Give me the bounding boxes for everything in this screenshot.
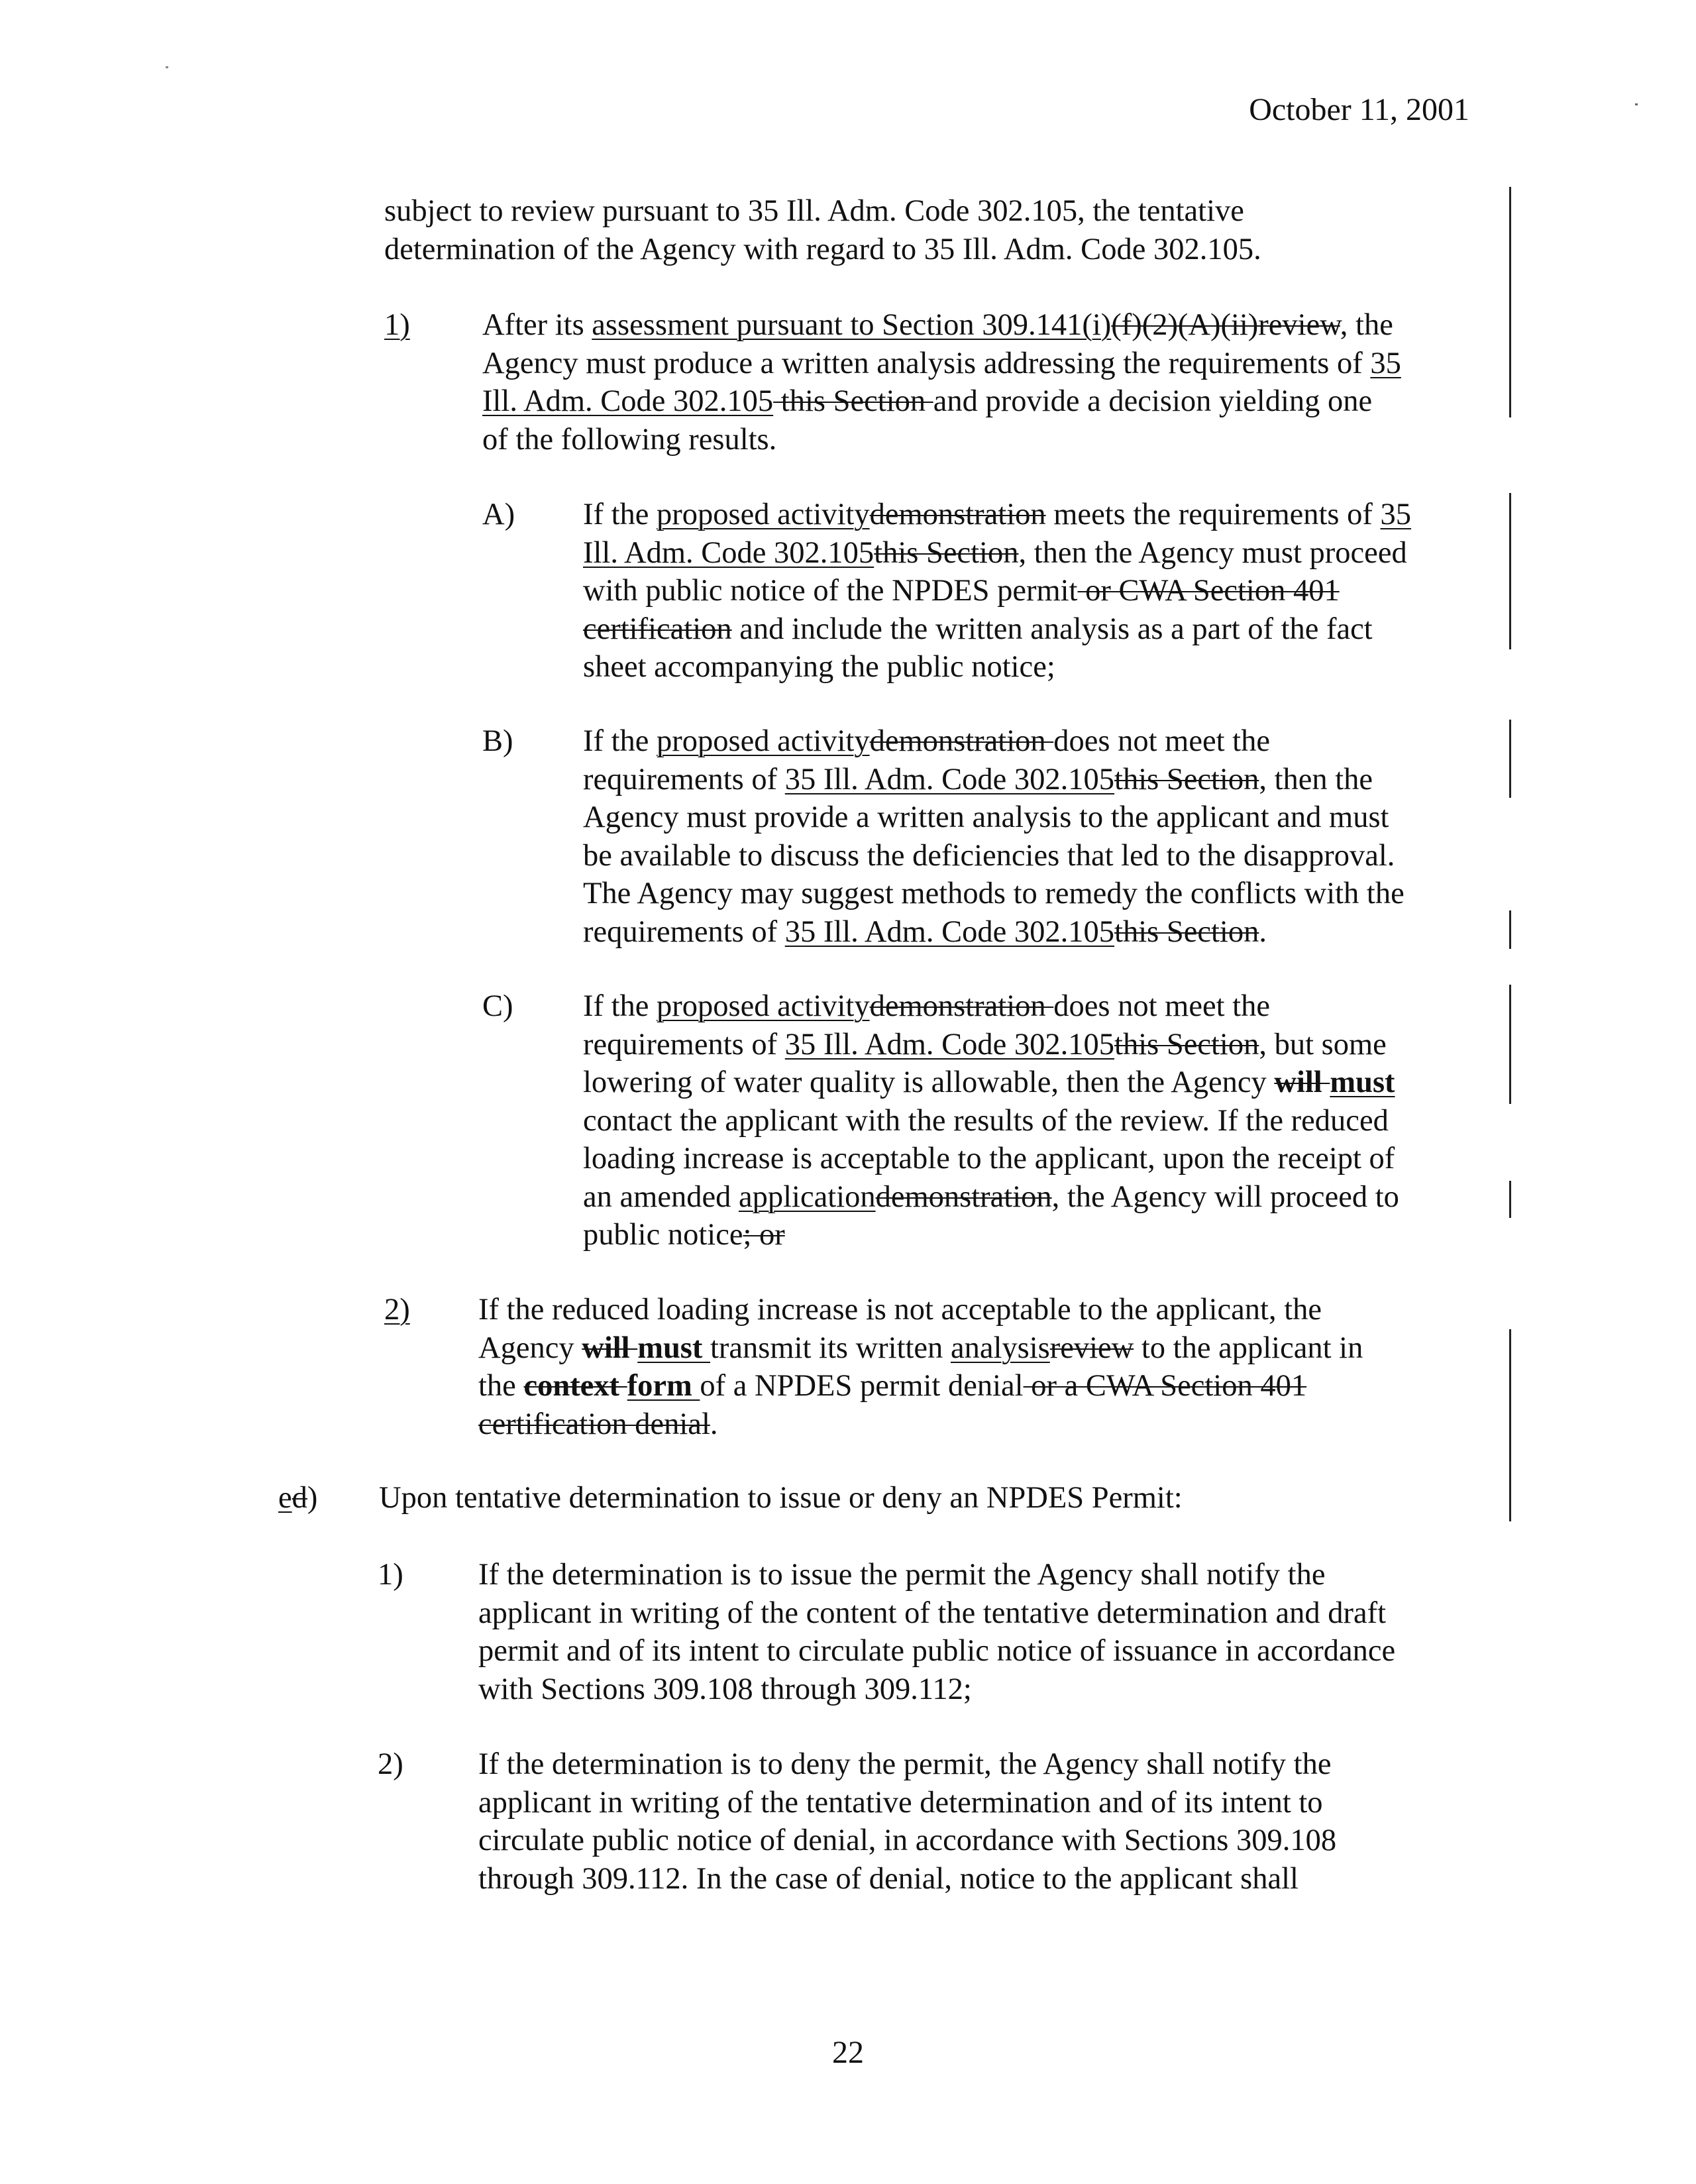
item-b-line: requirements of 35 Ill. Adm. Code 302.105this Section. bbox=[583, 914, 1267, 949]
deleted-text: certification bbox=[583, 612, 732, 646]
item-2-line: the context form of a NPDES permit denial or a CWA Section 401 bbox=[478, 1369, 1307, 1403]
item-c-line: contact the applicant with the results of the review. If the reduced bbox=[583, 1103, 1389, 1138]
inserted-text: proposed activity bbox=[657, 989, 870, 1023]
item-c-line: requirements of 35 Ill. Adm. Code 302.105this Section, but some bbox=[583, 1027, 1387, 1062]
intro-paragraph bbox=[384, 192, 1261, 268]
document-date: October 11, 2001 bbox=[1249, 92, 1469, 127]
item-a-label: A) bbox=[482, 498, 515, 531]
inserted-text: analysis bbox=[950, 1331, 1050, 1365]
item-1-line: After its assessment pursuant to Section 309.141(i)(f)(2)(A)(ii)review, the bbox=[482, 308, 1393, 342]
item-c-line: loading increase is acceptable to the applicant, upon the receipt of bbox=[583, 1142, 1395, 1175]
item-c-line: an amended applicationdemonstration, the Agency will proceed to bbox=[583, 1179, 1399, 1214]
inserted-text: 35 bbox=[1370, 346, 1401, 380]
item-a-paragraph bbox=[583, 496, 1411, 686]
deleted-text: this Section bbox=[874, 535, 1019, 570]
inserted-text: 35 bbox=[1380, 498, 1412, 531]
inserted-text: must bbox=[1330, 1065, 1395, 1099]
inserted-text: 35 Ill. Adm. Code 302.105 bbox=[784, 1027, 1115, 1062]
deleted-text: (f)(2)(A)(ii)review bbox=[1111, 308, 1340, 342]
item-b-paragraph bbox=[583, 722, 1404, 951]
revision-bar bbox=[1509, 187, 1511, 417]
item-b-line: The Agency may suggest methods to remedy the conflicts with the bbox=[583, 877, 1404, 910]
inserted-text: form bbox=[627, 1369, 700, 1403]
revision-bar bbox=[1509, 985, 1511, 1104]
deleted-text: certification denial bbox=[478, 1407, 710, 1441]
deleted-text: this Section bbox=[773, 384, 933, 418]
item-2-line: If the reduced loading increase is not acceptable to the applicant, the bbox=[478, 1293, 1322, 1327]
item-1-line: Ill. Adm. Code 302.105 this Section and provide a decision yielding one bbox=[482, 384, 1373, 418]
item-e-line: Upon tentative determination to issue or deny an NPDES Permit: bbox=[379, 1481, 1183, 1515]
deleted-text: context bbox=[523, 1369, 627, 1403]
deleted-text: demonstration bbox=[869, 498, 1046, 531]
item-b-line: requirements of 35 Ill. Adm. Code 302.105this Section, then the bbox=[583, 762, 1373, 796]
item-e1-line: with Sections 309.108 through 309.112; bbox=[478, 1672, 972, 1706]
item-c-line: public notice; or bbox=[583, 1218, 785, 1252]
item-e2-line: applicant in writing of the tentative determination and of its intent to bbox=[478, 1785, 1323, 1820]
item-e1-line: applicant in writing of the content of the tentative determination and draft bbox=[478, 1596, 1387, 1630]
item-1-line: Agency must produce a written analysis addressing the requirements of 35 bbox=[482, 346, 1401, 380]
item-c-label: C) bbox=[482, 989, 513, 1023]
page-number: 22 bbox=[832, 2035, 864, 2070]
inserted-text: proposed activity bbox=[657, 724, 870, 758]
item-b-line: be available to discuss the deficiencies that led to the disapproval. bbox=[583, 838, 1395, 873]
inserted-text: assessment pursuant to Section 309.141(i) bbox=[592, 308, 1112, 342]
scan-speck bbox=[1635, 103, 1638, 105]
item-a-line: certification and include the written analysis as a part of the fact bbox=[583, 612, 1373, 646]
item-b-line: Agency must provide a written analysis to the applicant and must bbox=[583, 800, 1389, 834]
item-e-paragraph bbox=[379, 1479, 1183, 1517]
inserted-text: 35 Ill. Adm. Code 302.105 bbox=[784, 762, 1115, 796]
item-e1-paragraph bbox=[478, 1556, 1395, 1708]
deleted-text: ; or bbox=[743, 1218, 785, 1252]
inserted-text: application bbox=[738, 1179, 876, 1214]
item-c-line: lowering of water quality is allowable, then the Agency will must bbox=[583, 1065, 1395, 1099]
item-a-line: sheet accompanying the public notice; bbox=[583, 650, 1055, 684]
inserted-text: must bbox=[637, 1331, 711, 1365]
item-a-line: Ill. Adm. Code 302.105this Section, then the Agency must proceed bbox=[583, 535, 1407, 570]
item-2-line: certification denial. bbox=[478, 1407, 718, 1441]
revision-bar bbox=[1509, 493, 1511, 649]
deleted-text: or CWA Section 401 bbox=[1077, 574, 1340, 608]
intro-line: subject to review pursuant to 35 Ill. Adm. Code 302.105, the tentative bbox=[384, 194, 1244, 228]
inserted-text: 35 Ill. Adm. Code 302.105 bbox=[784, 914, 1115, 949]
deleted-text: will bbox=[582, 1331, 638, 1365]
intro-line: determination of the Agency with regard to 35 Ill. Adm. Code 302.105. bbox=[384, 232, 1261, 266]
item-e2-line: through 309.112. In the case of denial, notice to the applicant shall bbox=[478, 1861, 1298, 1896]
item-c-paragraph bbox=[583, 987, 1399, 1254]
deleted-text: demonstration bbox=[869, 989, 1054, 1023]
item-e1-line: If the determination is to issue the permit the Agency shall notify the bbox=[478, 1558, 1326, 1592]
item-1-paragraph bbox=[482, 306, 1401, 459]
item-a-line: with public notice of the NPDES permit or CWA Section 401 bbox=[583, 574, 1340, 608]
item-e-label: ed) bbox=[278, 1481, 318, 1515]
deleted-text: demonstration bbox=[875, 1179, 1052, 1214]
scan-speck bbox=[166, 66, 168, 68]
item-1-line: of the following results. bbox=[482, 422, 777, 457]
deleted-text: this Section bbox=[1114, 1027, 1259, 1062]
deleted-text: demonstration bbox=[869, 724, 1054, 758]
item-2-line: Agency will must transmit its written analysisreview to the applicant in bbox=[478, 1331, 1363, 1365]
revision-bar bbox=[1509, 720, 1511, 798]
item-e1-line: permit and of its intent to circulate public notice of issuance in accordance bbox=[478, 1634, 1396, 1668]
revision-bar bbox=[1509, 910, 1511, 949]
item-c-line: If the proposed activitydemonstration does not meet the bbox=[583, 989, 1270, 1023]
revision-bar bbox=[1509, 1181, 1511, 1218]
item-a-line: If the proposed activitydemonstration meets the requirements of 35 bbox=[583, 498, 1412, 531]
item-e2-paragraph bbox=[478, 1745, 1336, 1898]
item-b-line: If the proposed activitydemonstration does not meet the bbox=[583, 724, 1270, 758]
deleted-text: this Section bbox=[1114, 762, 1259, 796]
item-e2-line: If the determination is to deny the permit, the Agency shall notify the bbox=[478, 1747, 1332, 1781]
deleted-text: review bbox=[1049, 1331, 1134, 1365]
deleted-text: this Section bbox=[1114, 914, 1259, 949]
item-e2-line: circulate public notice of denial, in accordance with Sections 309.108 bbox=[478, 1824, 1337, 1857]
item-e2-label: 2) bbox=[378, 1747, 403, 1781]
item-1-label: 1) bbox=[384, 308, 410, 342]
inserted-text: Ill. Adm. Code 302.105 bbox=[583, 535, 874, 570]
inserted-text: proposed activity bbox=[657, 498, 870, 531]
item-2-paragraph bbox=[478, 1291, 1363, 1443]
item-b-label: B) bbox=[482, 724, 513, 758]
deleted-text: will bbox=[1274, 1065, 1330, 1099]
deleted-text: or a CWA Section 401 bbox=[1023, 1369, 1307, 1403]
inserted-text: Ill. Adm. Code 302.105 bbox=[482, 384, 774, 418]
item-2-label: 2) bbox=[384, 1293, 410, 1327]
item-e1-label: 1) bbox=[378, 1558, 403, 1592]
revision-bar bbox=[1509, 1329, 1511, 1521]
